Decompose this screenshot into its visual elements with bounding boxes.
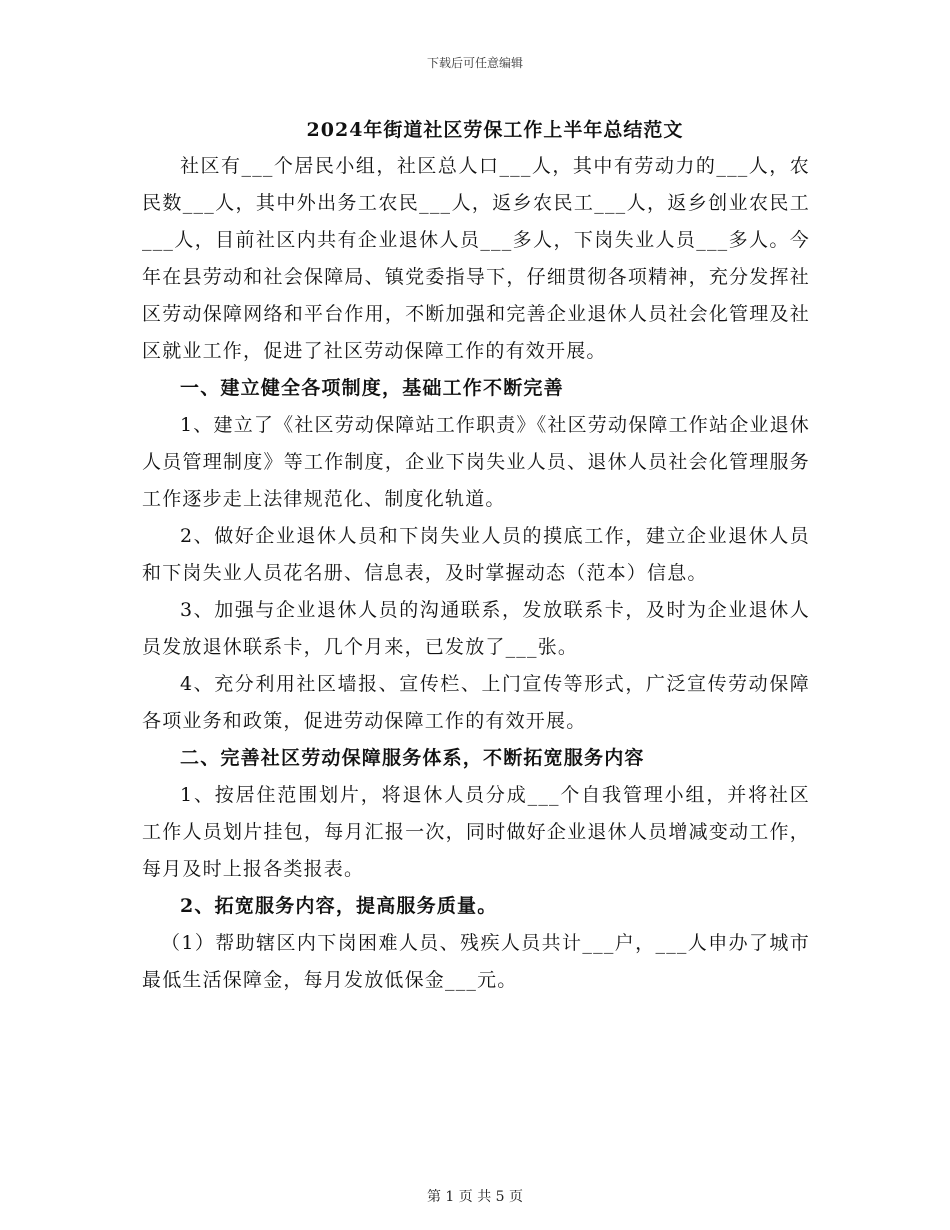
paragraph-item: 1、按居住范围划片，将退休人员分成___个自我管理小组，并将社区工作人员划片挂包，每月汇报一次，同时做好企业退休人员增减变动工作，每月及时上报各类报表。 <box>142 784 810 880</box>
paragraph-item: 3、加强与企业退休人员的沟通联系，发放联系卡，及时为企业退休人员发放退休联系卡，几个月来，已发放了___张。 <box>142 599 810 658</box>
paragraph-item: 1、建立了《社区劳动保障站工作职责》《社区劳动保障工作站企业退休人员管理制度》等工作制度，企业下岗失业人员、退休人员社会化管理服务工作逐步走上法律规范化、制度化轨道。 <box>142 414 810 510</box>
section-heading-2: 二、完善社区劳动保障服务体系，不断拓宽服务内容 <box>180 747 645 769</box>
header-note: 下载后可任意编辑 <box>426 56 523 70</box>
paragraph-intro: 社区有___个居民小组，社区总人口___人，其中有劳动力的___人，农民数___人，其中外出务工农民___人，返乡农民工___人，返乡创业农民工___人，目前社区内共有企业退休人员___多人，下岗失业人员___多人。今年在县劳动和社会保障局、镇党委指导下，仔细贯彻各项精神，充分发挥社区劳动保障网络和平台作用，不断加强和完善企业退休人员社会化管理及社区就业工作，促进了社区劳动保障工作的有效开展。 <box>142 155 810 362</box>
document-title: 2024年街道社区劳保工作上半年总结范文 <box>306 119 684 141</box>
section-heading-1: 一、建立健全各项制度，基础工作不断完善 <box>180 377 564 399</box>
paragraph-item: （1）帮助辖区内下岗困难人员、残疾人员共计___户，___人申办了城市最低生活保障金，每月发放低保金___元。 <box>142 932 810 991</box>
subsection-heading: 2、拓宽服务内容，提高服务质量。 <box>180 895 498 917</box>
paragraph-item: 2、做好企业退休人员和下岗失业人员的摸底工作，建立企业退休人员和下岗失业人员花名册、信息表，及时掌握动态（范本）信息。 <box>142 525 810 584</box>
document-body <box>142 148 810 999</box>
paragraph-item: 4、充分利用社区墙报、宣传栏、上门宣传等形式，广泛宣传劳动保障各项业务和政策，促进劳动保障工作的有效开展。 <box>142 673 810 732</box>
page-number-footer: 第 1 页 共 5 页 <box>426 1189 524 1205</box>
